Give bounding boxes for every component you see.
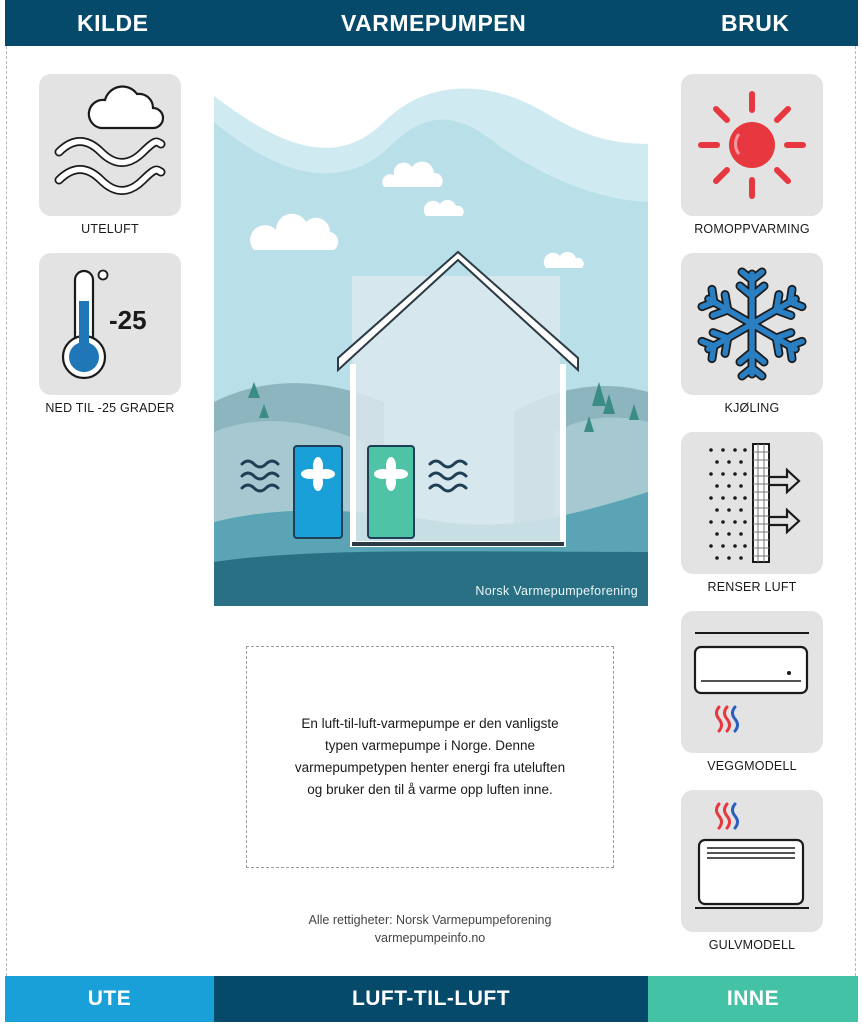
bottom-ute: UTE	[5, 976, 214, 1022]
uteluft-card	[39, 74, 181, 216]
renser-luft-card	[681, 432, 823, 574]
floor-unit-icon	[681, 790, 823, 932]
air-filter-icon	[681, 432, 823, 574]
romoppvarming-card	[681, 74, 823, 216]
veggmodell-label: VEGGMODELL	[707, 759, 797, 773]
sun-icon	[681, 74, 823, 216]
romoppvarming-label: ROMOPPVARMING	[694, 222, 810, 236]
description-text: En luft-til-luft-varmepumpe er den vanligste typen varmepumpe i Norge. Denne varmepumpetypen henter energi fra uteluften og bruker den til å varme opp luften inne.	[294, 716, 566, 797]
uteluft-label: UTELUFT	[81, 222, 139, 236]
header-varmepumpen: VARMEPUMPEN	[341, 10, 527, 36]
website-link[interactable]: varmepumpeinfo.no	[374, 931, 486, 945]
illustration-credit: Norsk Varmepumpeforening	[475, 584, 638, 598]
snowflake-icon	[681, 253, 823, 395]
header-bar	[5, 0, 858, 46]
bottom-inne: INNE	[648, 976, 858, 1022]
description-box	[246, 646, 614, 868]
header-kilde: KILDE	[77, 10, 149, 36]
bottom-bar	[5, 976, 858, 1022]
kjoling-card	[681, 253, 823, 395]
gulvmodell-card	[681, 790, 823, 932]
gulvmodell-label: GULVMODELL	[708, 938, 796, 952]
renser-luft-label: RENSER LUFT	[707, 580, 797, 594]
copyright-text: Alle rettigheter: Norsk Varmepumpeforening	[308, 913, 552, 927]
header-bruk: BRUK	[721, 10, 790, 36]
temperature-label: NED TIL -25 GRADER	[45, 401, 175, 415]
wind-cloud-icon	[39, 74, 181, 216]
bottom-luft-til-luft: LUFT-TIL-LUFT	[214, 976, 648, 1022]
heat-pump-illustration	[214, 82, 648, 606]
temperature-value: -25	[109, 305, 147, 335]
house-scene-icon	[214, 82, 648, 606]
veggmodell-card	[681, 611, 823, 753]
temperature-card	[39, 253, 181, 395]
kjoling-label: KJØLING	[724, 401, 780, 415]
wall-unit-icon	[681, 611, 823, 753]
